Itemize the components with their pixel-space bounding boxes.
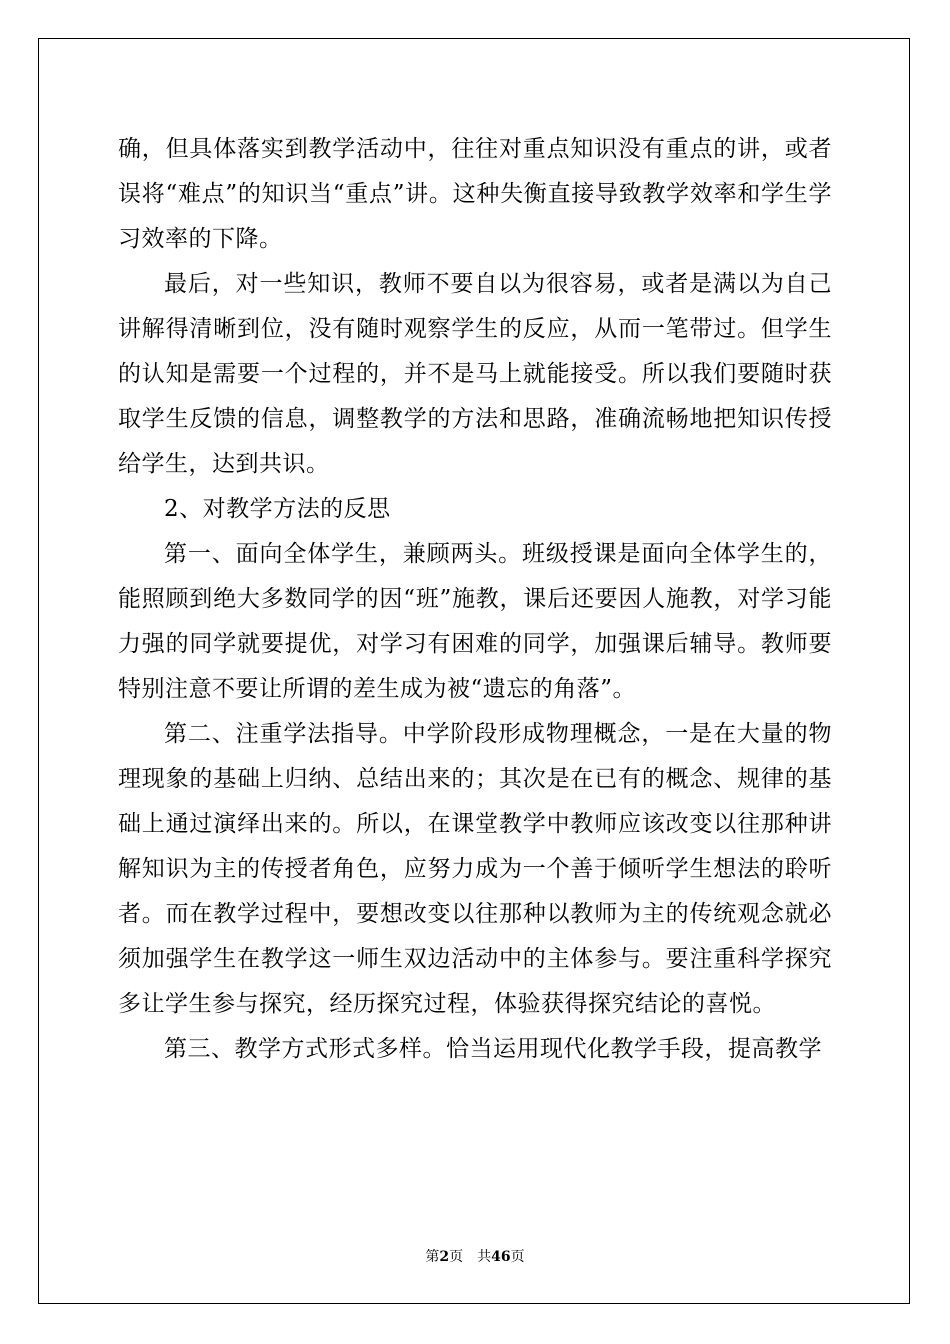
paragraph: 第三、教学方式形式多样。恰当运用现代化教学手段，提高教学 (164, 1036, 822, 1062)
page-suffix: 页 (449, 1249, 464, 1265)
page-footer (0, 1247, 950, 1267)
section-heading: 2、对教学方法的反思 (164, 496, 391, 522)
page-number: 2 (439, 1249, 450, 1265)
total-prefix: 共 (477, 1249, 492, 1265)
total-suffix: 页 (510, 1249, 525, 1265)
page-total: 46 (491, 1249, 511, 1265)
paragraph: 第二、注重学法指导。中学阶段形成物理概念，一是在大量的物理现象的基础上归纳、总结出来的；其次是在已有的概念、规律的基础上通过演绎出来的。所以，在课堂教学中教师应该改变以往那种讲解知识为主的传授者角色，应努力成为一个善于倾听学生想法的聆听者。而在教学过程中，要想改变以往那种以教师为主的传统观念就必须加强学生在教学这一师生双边活动中的主体参与。要注重科学探究多让学生参与探究，经历探究过程，体验获得探究结论的喜悦。 (118, 721, 832, 1017)
document-body (118, 127, 832, 1072)
paragraph: 确，但具体落实到教学活动中，往往对重点知识没有重点的讲，或者误将“难点”的知识当“重点”讲。这种失衡直接导致教学效率和学生学习效率的下降。 (118, 136, 832, 252)
paragraph: 最后，对一些知识，教师不要自以为很容易，或者是满以为自己讲解得清晰到位，没有随时观察学生的反应，从而一笔带过。但学生的认知是需要一个过程的，并不是马上就能接受。所以我们要随时获取学生反馈的信息，调整教学的方法和思路，准确流畅地把知识传授给学生，达到共识。 (118, 271, 832, 477)
paragraph: 第一、面向全体学生，兼顾两头。班级授课是面向全体学生的，能照顾到绝大多数同学的因“班”施教，课后还要因人施教，对学习能力强的同学就要提优，对学习有困难的同学，加强课后辅导。教师要特别注意不要让所谓的差生成为被“遗忘的角落”。 (118, 541, 832, 702)
page-prefix: 第 (425, 1249, 440, 1265)
